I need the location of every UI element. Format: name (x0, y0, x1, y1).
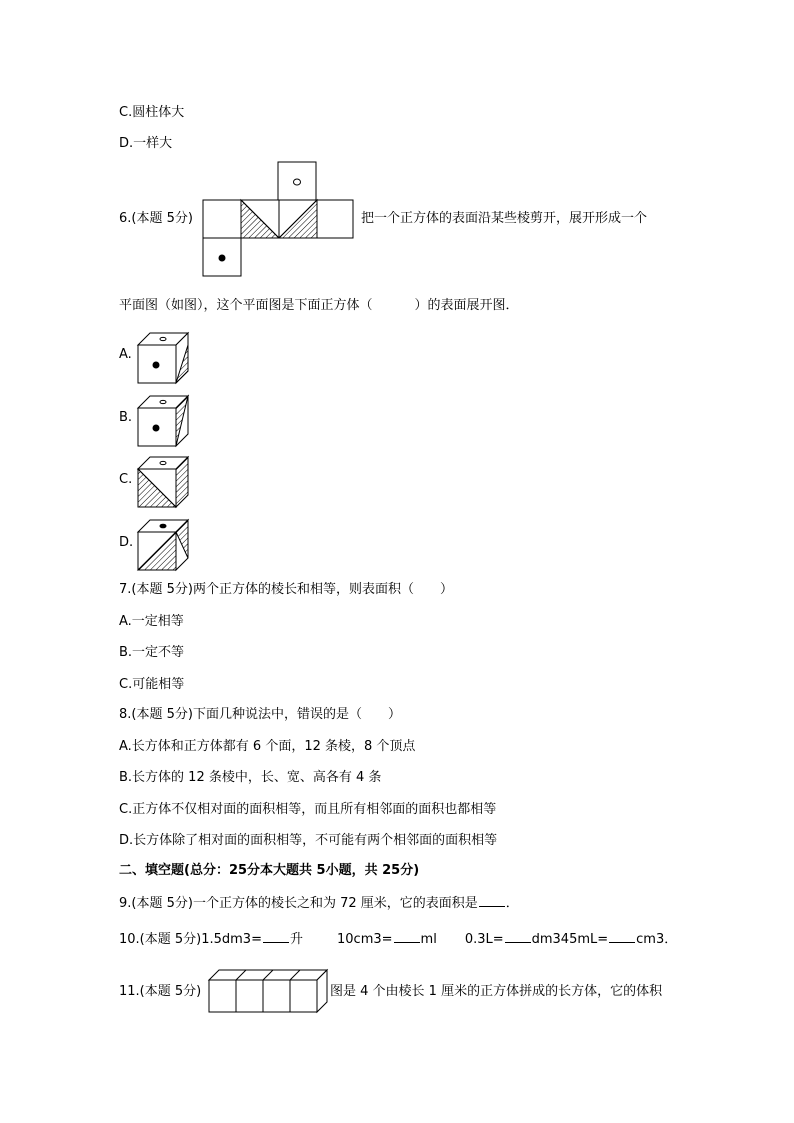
solid-dot-mark (219, 255, 226, 262)
cube-option-b[interactable] (134, 394, 194, 449)
q8-option-a: A.长方体和正方体都有 6 个面，12 条棱，8 个顶点 (119, 739, 416, 754)
section-2-title: 二、填空题(总分：25分本大题共 5小题，共 25分) (119, 863, 420, 878)
net-right-face (317, 200, 353, 238)
q9-end: ． (505, 896, 519, 911)
q10-p2: 升 (289, 932, 303, 947)
q7-stem (119, 581, 453, 599)
q11-text-right: 图是 4 个由棱长 1 厘米的正方体拼成的长方体，它的体积 (330, 984, 663, 999)
q10-p7: cm3． (636, 932, 678, 947)
q8-stem (119, 706, 401, 724)
q9-answer-blank[interactable] (479, 894, 505, 907)
q7-option-b: B.一定不等 (119, 645, 185, 660)
q10-p6: dm345mL= (531, 932, 609, 947)
q7-option-a: A.一定相等 (119, 614, 184, 629)
q6-text-right: 把一个正方体的表面沿某些棱剪开，展开形成一个 (361, 211, 648, 226)
q10-blank-2[interactable] (394, 930, 420, 943)
q8-stem-b: ） (387, 707, 401, 722)
q10-p5: 0.3L= (464, 932, 504, 947)
hollow-circle-mark (294, 179, 301, 185)
q6-line2-b: ）的表面展开图． (414, 298, 519, 313)
q6-line2 (119, 297, 519, 315)
q8-option-b: B.长方体的 12 条棱中，长、宽、高各有 4 条 (119, 770, 382, 785)
q6-option-a-label: A. (119, 347, 132, 362)
q9-stem: 9.(本题 5分)一个正方体的棱长之和为 72 厘米，它的表面积是 (119, 896, 478, 911)
cube-net-figure (200, 162, 360, 282)
net-left-face (203, 200, 241, 238)
q6-option-b-label: B. (119, 410, 133, 425)
q6-line2-a: 平面图（如图），这个平面图是下面正方体（ (119, 298, 373, 313)
q10-blank-3[interactable] (505, 930, 531, 943)
q8-stem-a: 8.(本题 5分)下面几种说法中，错误的是（ (119, 707, 362, 722)
cuboid-figure (207, 968, 331, 1014)
q5-option-d: D.一样大 (119, 136, 173, 151)
q6-option-d-label: D. (119, 535, 134, 550)
q10-p4: ml (420, 932, 437, 947)
q10-blank-4[interactable] (609, 930, 635, 943)
cube-option-c[interactable] (134, 455, 194, 510)
q11-prefix: 11.(本题 5分) (119, 984, 202, 999)
q10-p3: 10cm3= (337, 932, 393, 947)
q10-p1: 10.(本题 5分)1.5dm3= (119, 932, 262, 947)
cube-option-d[interactable] (134, 518, 194, 573)
cube-option-a[interactable] (134, 331, 194, 386)
q10 (119, 930, 677, 949)
q8-option-c: C.正方体不仅相对面的面积相等，而且所有相邻面的面积也都相等 (119, 802, 497, 817)
q6-prefix: 6.(本题 5分) (119, 211, 193, 226)
q6-option-c-label: C. (119, 472, 133, 487)
q7-stem-a: 7.(本题 5分)两个正方体的棱长和相等，则表面积（ (119, 582, 414, 597)
q7-option-c: C.可能相等 (119, 677, 185, 692)
q7-stem-b: ） (439, 582, 453, 597)
q5-option-c: C.圆柱体大 (119, 105, 185, 120)
q9 (119, 894, 519, 913)
q10-blank-1[interactable] (263, 930, 289, 943)
q8-option-d: D.长方体除了相对面的面积相等，不可能有两个相邻面的面积相等 (119, 833, 498, 848)
